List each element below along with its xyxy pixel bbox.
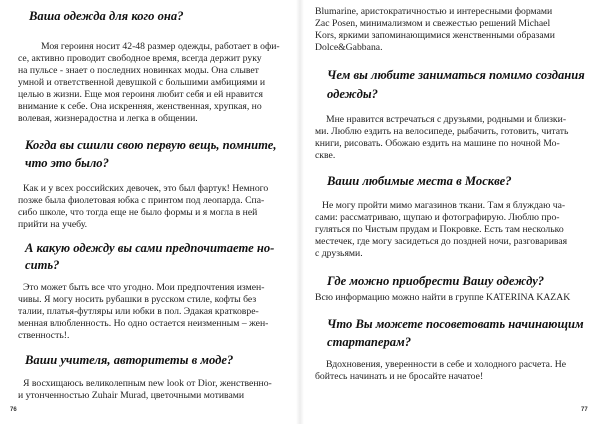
answer-line: умной и ответственной девушкой с большими амбициями и: [18, 77, 266, 88]
answer-line: сибо школе, что тогда еще не было формы и я могла в ней: [18, 207, 258, 218]
answer-line: талии, платья-футляры или юбки в пол. Эдакая кратковре-: [18, 306, 259, 317]
answer-line: Blumarine, аристократичностью и интересными формами: [315, 6, 553, 17]
answer-line: на пульсе - знает о последних новинках моды. Она слывет: [18, 65, 259, 76]
question-heading: Когда вы сшили свою первую вещь, помните,: [25, 138, 277, 152]
answer-line: книги, рисовать. Обожаю ездить на машине по ночной Мо-: [315, 138, 560, 149]
answer-line: Kors, яркими запоминающимися женственными образами: [315, 30, 555, 41]
answer-line: и утонченностью Zuhair Murad, цветочными мотивами: [18, 390, 245, 401]
answer-line: Я восхищаюсь великолепным new look от Dior, женственно-: [23, 378, 272, 389]
question-heading: стартаперам?: [327, 335, 412, 349]
right-page: [300, 0, 600, 424]
answer-line: ми. Люблю ездить на велосипеде, рыбачить, готовить, читать: [315, 126, 569, 137]
answer-line: Вдохновения, уверенности в себе и холодного расчета. Не: [326, 359, 567, 370]
question-heading: А какую одежду вы сами предпочитаете но-: [25, 241, 275, 255]
answer-line: се, активно проводит свободное время, всегда держит руку: [18, 53, 262, 64]
answer-line: менная влюбленность. Но одно остается неизменным – жен-: [18, 318, 269, 329]
question-heading: Ваши учителя, авторитеты в моде?: [25, 353, 234, 367]
question-heading: Ваша одежда для кого она?: [29, 9, 184, 23]
answer-line: Как и у всех российских девочек, это был фартук! Немного: [23, 183, 269, 194]
answer-line: сами: рассматриваю, щупаю и фотографирую. Люблю про-: [315, 212, 560, 223]
question-heading: Ваши любимые места в Москве?: [327, 174, 512, 188]
answer-line: позже была фиолетовая юбка с принтом под леопарда. Спа-: [18, 195, 265, 206]
page-number: 77: [581, 407, 588, 413]
answer-line: целью в жизни. Еще моя героиня любит себя и ей нравится: [18, 89, 263, 100]
answer-line: местечек, где могу засидеться до поздней ночи, разговаривая: [315, 236, 568, 247]
answer-line: внимание к себе. Она искренняя, женственная, хрупкая, но: [18, 101, 262, 112]
answer-line: Не могу пройти мимо магазинов ткани. Там я блуждаю ча-: [322, 200, 566, 211]
answer-line: Это может быть все что угодно. Мои предпочтения измен-: [23, 282, 265, 293]
answer-line: прийти на учебу.: [18, 219, 88, 230]
answer-line: Моя героиня носит 42-48 размер одежды, работает в офи-: [41, 41, 280, 52]
answer-line: Dolce&Gabbana.: [315, 42, 383, 53]
answer-line: с друзьями.: [315, 248, 363, 259]
question-heading: что это было?: [25, 156, 109, 170]
answer-line: бойтесь начинать и не бросайте начатое!: [315, 371, 484, 382]
question-heading: Чем вы любите заниматься помимо создания: [327, 68, 585, 82]
question-heading: Что Вы можете посоветовать начинающим: [327, 317, 584, 331]
question-heading: Где можно приобрести Вашу одежду?: [327, 274, 545, 288]
answer-line: Zac Posen, минимализмом и свежестью решений Michael: [315, 18, 551, 29]
answer-line: чивы. Я могу носить рубашки в русском стиле, кофты без: [18, 294, 257, 305]
answer-line: Мне нравится встречаться с друзьями, родными и близки-: [326, 114, 567, 125]
answer-line: гуляться по Чистым прудам и Покровке. Есть там несколько: [315, 224, 564, 235]
page-number: 76: [10, 407, 17, 413]
answer-line: ственность!.: [18, 330, 70, 341]
question-heading: сить?: [25, 258, 60, 272]
question-heading: одежды?: [327, 87, 378, 101]
answer-line: Всю информацию можно найти в группе KATERINA KAZAK: [315, 292, 571, 303]
answer-line: скве.: [315, 150, 336, 161]
answer-line: волевая, жизнерадостна и легка в общении.: [18, 113, 198, 124]
